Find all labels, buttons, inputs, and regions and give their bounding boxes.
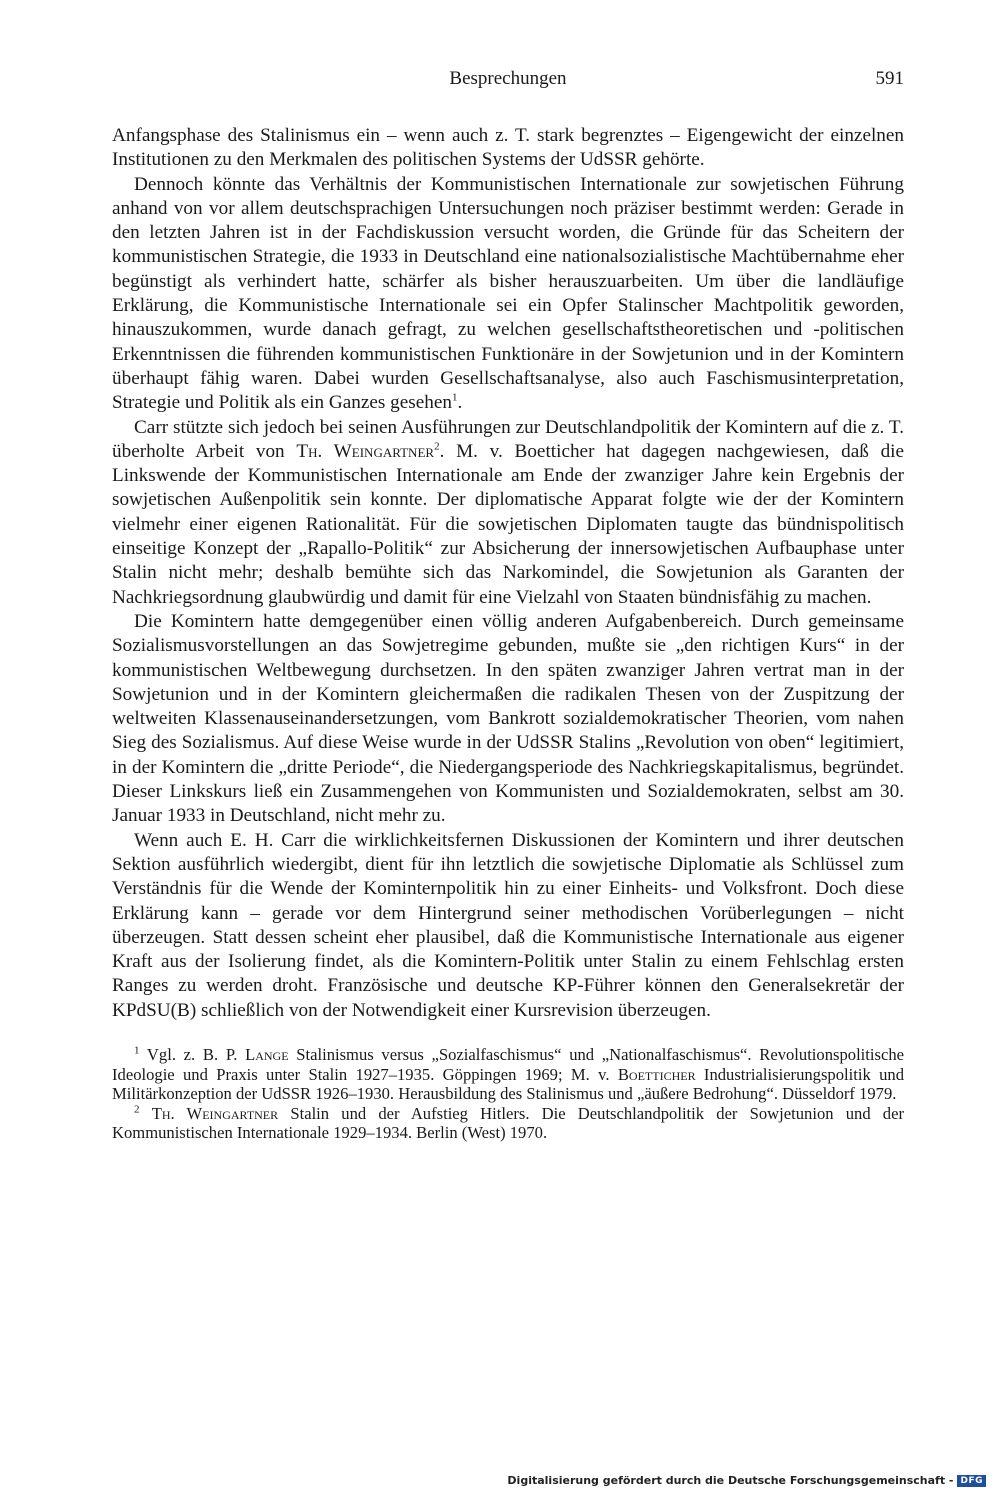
paragraph-2 xyxy=(112,173,904,416)
footnote-1 xyxy=(112,1045,904,1104)
footnote-1-author-1: B. P. Lange xyxy=(202,1044,289,1064)
footnote-1-author-2: Boetticher xyxy=(617,1064,696,1084)
digitization-credit xyxy=(507,1474,986,1487)
footnote-2 xyxy=(112,1104,904,1143)
footnote-2-author: Th. Weingartner xyxy=(151,1103,279,1123)
paragraph-2-text: Dennoch könnte das Verhältnis der Kommunistischen Internationale zur sowjetischen Führung anhand von vor allem deutschsprachigen Untersuchungen noch präziser bestimmt werden: Gerade in den letzten Jahren ist in der Fachdiskussion versucht worden, die Gründe für das Scheitern der kommunistischen Strategie, die 1933 in Deutschland eine nationalsozialistische Machtübernahme eher begünstigt als verhindert hatte, schärfer als bisher herauszuarbeiten. Um über die landläufige Erklärung, die Kommunistische Internationale sei ein Opfer Stalinscher Machtpolitik geworden, hinauszukommen, wurde danach gefragt, zu welchen gesellschaftstheoretischen und -politischen Erkenntnissen die führenden kommunistischen Funktionäre in der Sowjetunion und in der Komintern überhaupt fähig waren. Dabei wurden Gesellschaftsanalyse, also auch Faschismusinterpretation, Strategie und Politik als ein Ganzes gesehen xyxy=(112,173,904,414)
document-page xyxy=(112,68,904,1143)
footnote-1-pre: Vgl. z. xyxy=(146,1044,196,1064)
paragraph-1: Anfangsphase des Stalinismus ein – wenn auch z. T. stark begrenztes – Eigengewicht der einzelnen Institutionen zu den Merkmalen des politischen Systems der UdSSR gehörte. xyxy=(112,125,904,171)
running-head xyxy=(112,68,904,98)
footnote-2-number: 2 xyxy=(134,1103,140,1116)
footnote-1-text-1: Stalinismus versus „Sozialfaschismus“ und „Nationalfaschismus“. Revolutionspolitische Ideologie und Praxis unter Stalin 1927–1935. Göppingen 1969; M. v. xyxy=(112,1044,904,1084)
footnote-1-text-2: Industrialisierungspolitik und Militärkonzeption der UdSSR 1926–1930. Herausbildung des Stalinismus und „äußere Bedrohung“. Düsseldorf 1979. xyxy=(112,1064,904,1104)
dfg-logo-icon: DFG xyxy=(957,1475,986,1487)
paragraph-3-text-a: Carr stützte sich jedoch bei seinen Ausführungen zur Deutschlandpolitik der Komintern auf die z. T. überholte Arbeit von xyxy=(112,416,904,462)
paragraph-3 xyxy=(112,416,904,610)
paragraph-2-end: . xyxy=(457,392,463,414)
footnote-1-number: 1 xyxy=(134,1044,140,1057)
paragraph-5: Wenn auch E. H. Carr die wirklichkeitsfernen Diskussionen der Komintern und ihrer deutschen Sektion ausführlich wiedergibt, dient für ihn letztlich die sowjetische Diplomatie als Schlüssel zum Verständnis für die Wende der Kominternpolitik hin zu einer Einheits- und Volksfront. Doch diese Erklärung kann – gerade vor dem Hintergrund seiner methodischen Vorüberlegungen – nicht überzeugen. Statt dessen scheint eher plausibel, daß die Kommunistische Internationale aus eigener Kraft aus der Isolierung findet, als die Komintern-Politik unter Stalin zu einem Fehlschlag ersten Ranges zu werden droht. Französische und deutsche KP-Führer können den Generalsekretär der KPdSU(B) schließlich von der Notwendigkeit einer Kursrevision überzeugen. xyxy=(112,829,904,1021)
page-number: 591 xyxy=(875,68,904,89)
footnotes xyxy=(112,1045,904,1143)
paragraph-4: Die Komintern hatte demgegenüber einen völlig anderen Aufgabenbereich. Durch gemeinsame Sozialismusvorstellungen an das Sowjetregime gebunden, mußte sie „den richtigen Kurs“ in der kommunistischen Weltbewegung durchsetzen. In den späten zwanziger Jahren vertrat man in der Sowjetunion und in der Komintern gleichermaßen die radikalen Thesen von der Zuspitzung der weltweiten Klassenauseinandersetzungen, vom Bankrott sozialdemokratischer Theorien, vom nahen Sieg des Sozialismus. Auf diese Weise wurde in der UdSSR Stalins „Revolution von oben“ legitimiert, in der Komintern die „dritte Periode“, die Niedergangsperiode des Nachkriegskapitalismus, begründet. Dieser Linkskurs ließ ein Zusammengehen von Kommunisten und Sozialdemokraten, selbst am 30. Januar 1933 in Deutschland, nicht mehr zu. xyxy=(112,610,904,827)
paragraph-3-text-b: . M. v. Boetticher hat dagegen nachgewiesen, daß die Linkswende der Kommunistischen Internationale am Ende der zwanziger Jahre kein Ergebnis der sowjetischen Außenpolitik sein konnte. Der diplomatische Apparat folgte wie der der Komintern vielmehr einer eigenen Rationalität. Für die sowjetischen Diplomaten taugte das bündnispolitisch einseitige Konzept der „Rapallo-Politik“ zur Absicherung der innersowjetischen Aufbauphase unter Stalin nicht mehr; deshalb bemühte sich das Narkomindel, die Sowjetunion als Garanten der Nachkriegsordnung glaubwürdig und damit für eine Vielzahl von Staaten bündnisfähig zu machen. xyxy=(112,440,905,608)
running-head-title: Besprechungen xyxy=(449,68,567,89)
footnote-ref-2[interactable]: 2 xyxy=(434,440,440,453)
footnote-ref-1[interactable]: 1 xyxy=(451,391,458,404)
digitization-credit-text: Digitalisierung gefördert durch die Deutsche Forschungsgemeinschaft - xyxy=(507,1474,954,1487)
footnote-2-text: Stalin und der Aufstieg Hitlers. Die Deutschlandpolitik der Sowjetunion und der Kommunistischen Internationale 1929–1934. Berlin (West) 1970. xyxy=(112,1103,904,1143)
body-text xyxy=(112,124,904,1023)
author-weingartner: Th. Weingartner xyxy=(296,440,435,462)
